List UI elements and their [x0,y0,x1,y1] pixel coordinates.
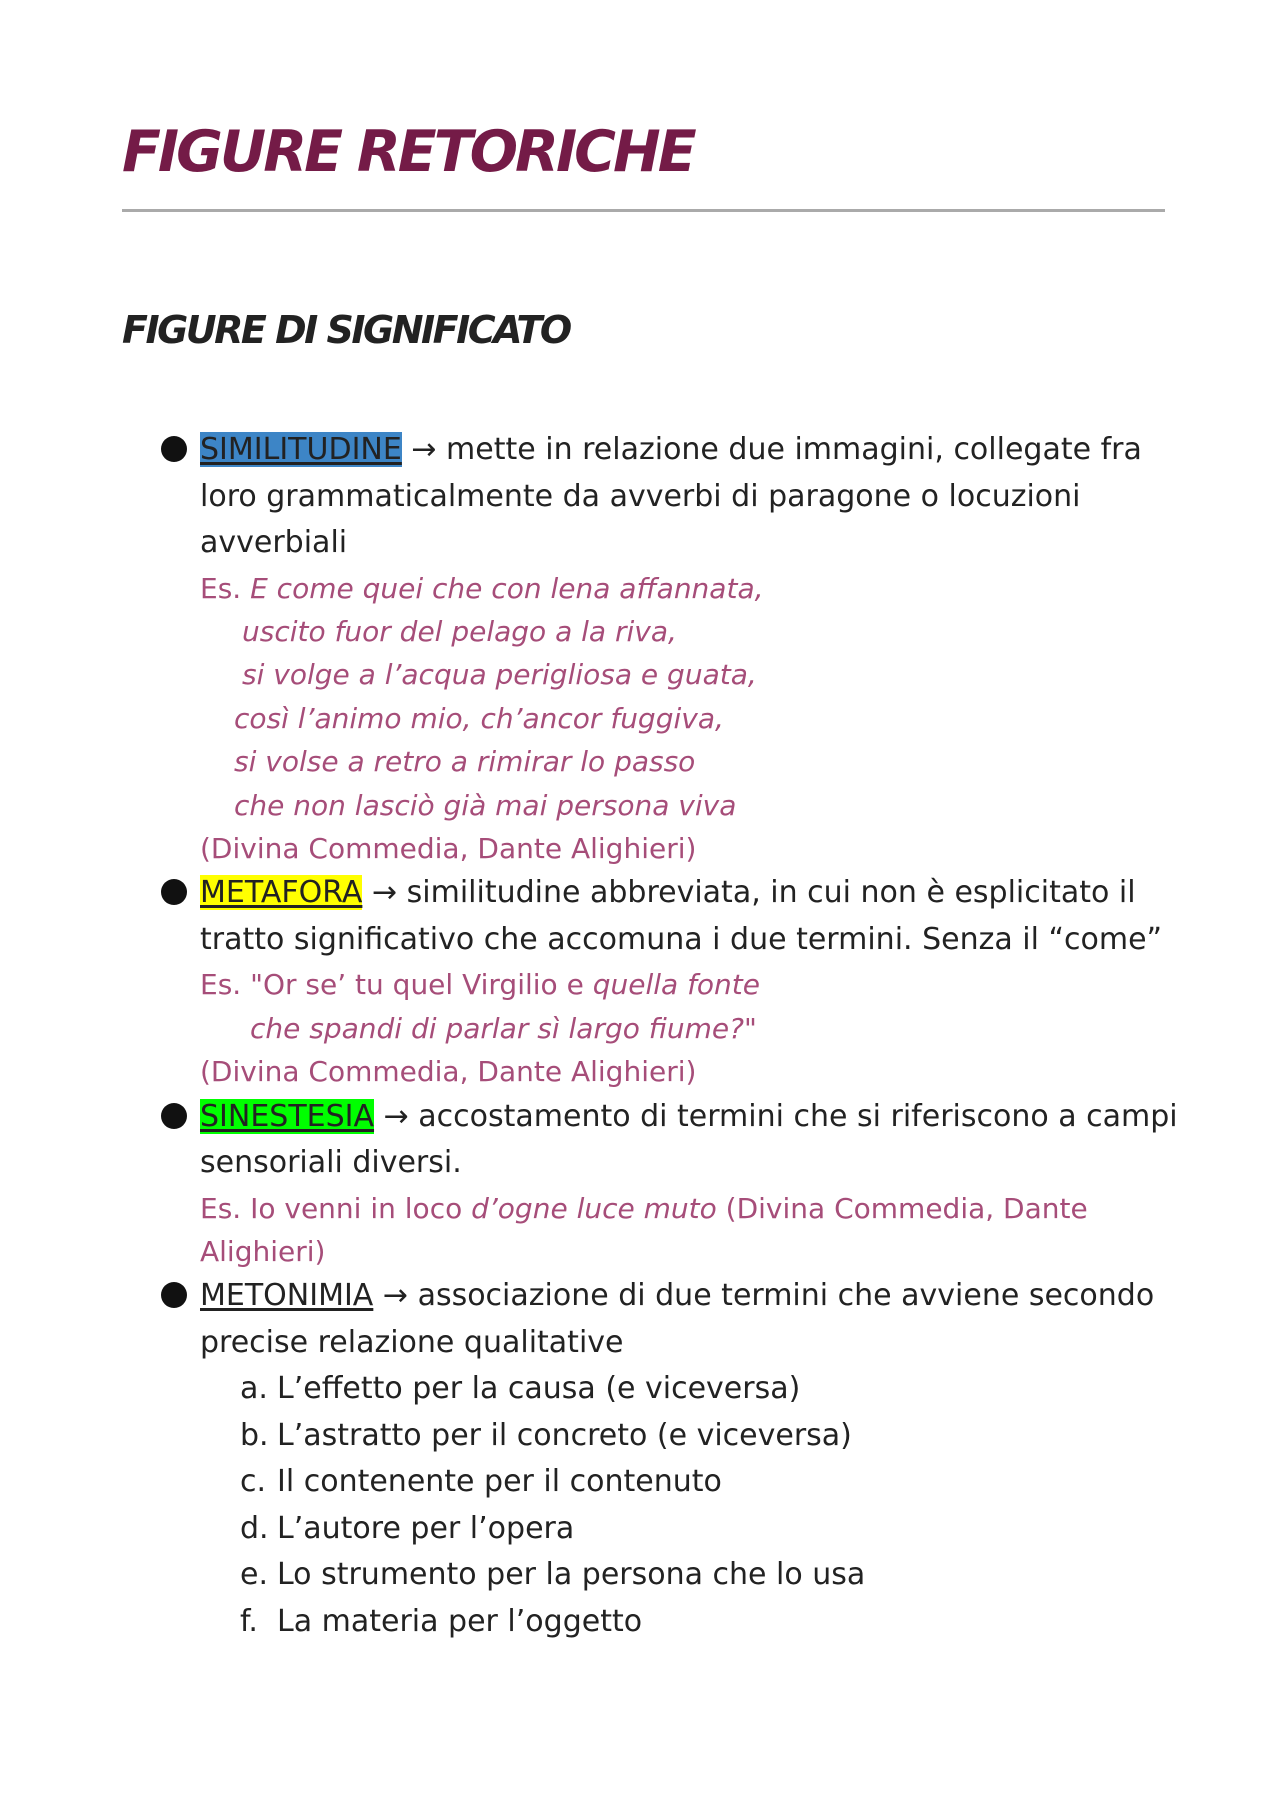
bullet-icon [161,436,187,462]
example-prefix: Es. [200,968,242,1002]
term-metonimia: METONIMIA [200,1278,374,1314]
quote-italic: d’ogne luce muto [471,1191,717,1225]
quote-line: uscito fuor del pelago a la riva, [242,614,677,648]
definition: mette in relazione due immagini, collegate fra loro grammaticalmente da avverbi di paragone o locuzioni avverbiali [200,432,1142,560]
quote-italic: quella fonte [592,968,761,1002]
sublist-item [240,1459,1180,1506]
sublist-marker: a. [240,1371,268,1407]
sublist-text: L’autore per l’opera [277,1510,575,1546]
example-line [200,963,1180,1006]
arrow-icon: → [382,1278,409,1314]
term-similitudine: SIMILITUDINE [200,432,402,467]
quote-line: si volse a retro a rimirar lo passo [234,745,696,779]
example-source: (Divina Commedia, Dante Alighieri) [200,1191,1088,1268]
example-line [200,740,1180,783]
example-line [200,1007,1180,1050]
sublist-item [240,1366,1180,1413]
sublist-item [240,1552,1180,1599]
example-line [200,697,1180,740]
quote-plain: "Or se’ tu quel Virgilio e [250,968,584,1002]
sublist-text: Il contenente per il contenuto [277,1464,722,1500]
sublist-marker: c. [240,1464,267,1500]
sublist-text: L’effetto per la causa (e viceversa) [277,1371,801,1407]
sublist-marker: b. [240,1417,269,1453]
example-line [200,653,1180,696]
quote-line: che non lasciò già mai persona viva [234,788,737,822]
definition: associazione di due termini che avviene secondo precise relazione qualitative [200,1278,1155,1360]
sublist-item [240,1413,1180,1460]
arrow-icon: → [371,875,398,911]
list-item-sinestesia [200,1094,1180,1274]
definition: accostamento di termini che si riferiscono a campi sensoriali diversi. [200,1098,1178,1181]
example-similitudine [200,567,1180,871]
item-text [200,1094,1180,1187]
example-prefix: Es. [200,1191,242,1225]
sublist-marker: e. [240,1557,268,1593]
item-text [200,870,1180,963]
example-source: (Divina Commedia, Dante Alighieri) [200,831,697,865]
arrow-icon: → [411,432,437,467]
metonimia-sublist [200,1366,1180,1645]
list-item-metafora [200,870,1180,1093]
example-prefix: Es. [200,571,242,605]
sublist-marker: f. [240,1603,258,1639]
sublist-text: La materia per l’oggetto [277,1603,643,1639]
quote-line: che spandi di parlar sì largo fiume?" [250,1011,757,1045]
quote-line: E come quei che con lena affannata, [250,571,764,605]
bullet-icon [161,1103,187,1129]
bullet-icon [161,1282,187,1308]
sublist-marker: d. [240,1510,269,1546]
section-title: FIGURE DI SIGNIFICATO [122,308,570,352]
list-item-metonimia [200,1273,1180,1645]
quote-plain: Io venni in loco [250,1191,463,1225]
sublist-text: L’astratto per il concreto (e viceversa) [277,1417,852,1453]
example-source: (Divina Commedia, Dante Alighieri) [200,1055,697,1089]
term-sinestesia: SINESTESIA [200,1098,375,1134]
title-divider [122,209,1165,212]
figures-list [200,427,1180,1645]
sublist-item [240,1506,1180,1553]
sublist-item [240,1599,1180,1646]
example-sinestesia [200,1187,1180,1274]
bullet-icon [161,879,187,905]
definition: similitudine abbreviata, in cui non è esplicitato il tratto significativo che accomuna i due termini. Senza il “come” [200,875,1163,957]
list-item-similitudine [200,427,1180,870]
example-line [200,567,1180,610]
example-line [200,784,1180,827]
page-title: FIGURE RETORICHE [122,119,694,185]
quote-line: si volge a l’acqua perigliosa e guata, [242,658,757,692]
example-metafora [200,963,1180,1093]
sublist-text: Lo strumento per la persona che lo usa [277,1557,866,1593]
term-metafora: METAFORA [200,875,363,911]
item-text [200,1273,1180,1366]
quote-line: così l’animo mio, ch’ancor fuggiva, [234,701,724,735]
arrow-icon: → [383,1098,409,1134]
example-line [200,610,1180,653]
item-text [200,427,1180,567]
